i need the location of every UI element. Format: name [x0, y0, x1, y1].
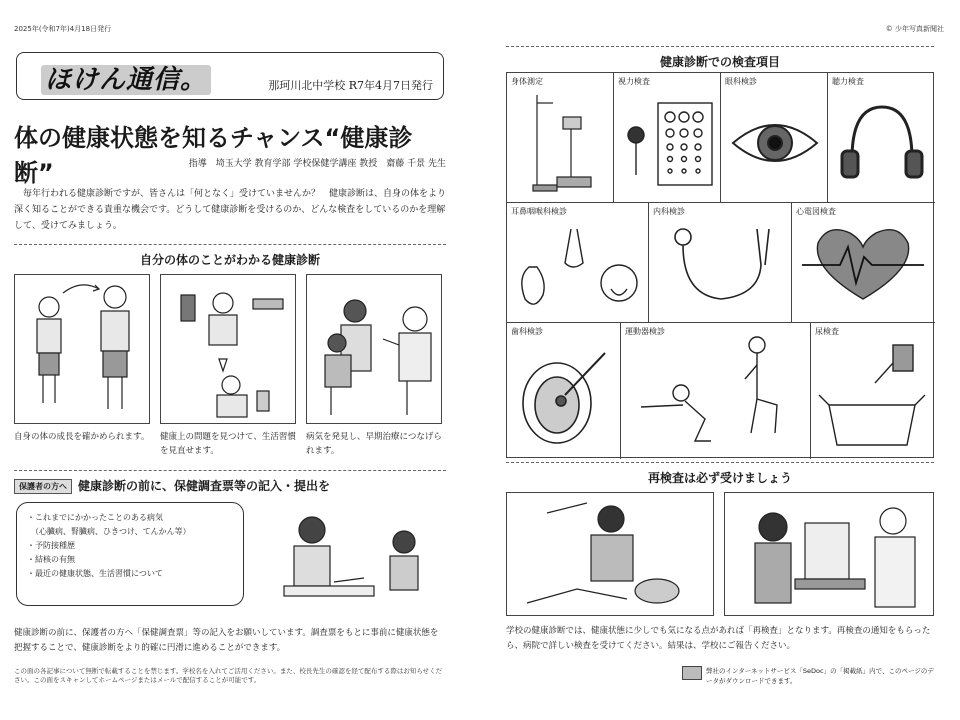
newsletter-banner: [16, 52, 444, 100]
section-heading-benefits: 自分の体のことがわかる健康診断: [14, 244, 446, 268]
exam-label: 眼科検診: [725, 77, 757, 86]
exam-cell-musculoskeletal: [621, 323, 811, 459]
illustration-eye-exam: [724, 492, 934, 616]
illustration-growth: [14, 274, 150, 424]
illustration-doctor: [306, 274, 442, 424]
exam-label: 内科検診: [653, 207, 685, 216]
survey-item: ・最近の健康状態、生活習慣について: [27, 569, 163, 578]
intro-text: 毎年行われる健康診断ですが、皆さんは「何となく」受けていませんか？ 健康診断は、自身の体をより深く知ることができる貴重な機会です。どうして健康診断を受けるのか、どんな検査をしているのかを理解して、受けてみましょう。: [14, 189, 447, 231]
exam-label: 身体測定: [511, 77, 543, 86]
exam-items-heading: 健康診断での検査項目: [506, 46, 934, 70]
exam-cell-vision: [614, 73, 721, 203]
survey-item: （心臓病、腎臓病、ひきつけ、てんかん等）: [27, 527, 191, 536]
exam-cell-hearing: [828, 73, 935, 203]
issuer-line: 那珂川北中学校 R7年4月7日発行: [268, 79, 433, 92]
illustration-parent-filling-form: [254, 502, 444, 608]
exam-cell-urine: [811, 323, 935, 459]
exam-label: 尿検査: [815, 327, 839, 336]
publisher-credit: © 少年写真新聞社: [885, 25, 944, 33]
caption-early-treatment: 病気を発見し、早期治療につなげられます。: [306, 432, 442, 456]
main-headline: 体の健康状態を知るチャンス“健康診断”: [14, 124, 413, 187]
author-credit: 指導 埼玉大学 教育学部 学校保健学講座 教授 齋藤 千景 先生: [188, 159, 446, 169]
exam-label: 聴力検査: [832, 77, 864, 86]
exam-label: 耳鼻咽喉科検診: [511, 207, 567, 216]
newsletter-logo: ほけん通信。: [41, 59, 211, 96]
top-bar: [14, 24, 944, 38]
survey-items-bubble: [16, 502, 244, 606]
survey-item: ・予防接種歴: [27, 541, 75, 550]
retest-text: 学校の健康診断では、健康状態に少しでも気になる点があれば「再検査」となります。再検査の通知をもらったら、病院で詳しい検査を受けてください。結果は、学校にご報告ください。: [506, 626, 931, 651]
exam-cell-body-measurement: [507, 73, 614, 203]
exam-label: 視力検査: [618, 77, 650, 86]
exam-cell-eye: [721, 73, 828, 203]
retest-heading: 再検査は必ず受けましょう: [506, 462, 934, 486]
exam-items-grid: [506, 72, 934, 458]
section-heading-guardians: [14, 470, 446, 494]
exam-label: 心電図検査: [796, 207, 836, 216]
left-column: [14, 40, 447, 684]
illustration-lifestyle: [160, 274, 296, 424]
guardian-heading-text: 健康診断の前に、保健調査票等の記入・提出を: [78, 479, 331, 493]
survey-item: ・結核の有無: [27, 555, 75, 564]
illustration-dentist: [506, 492, 714, 616]
right-column: [506, 40, 934, 685]
exam-label: 運動器検診: [625, 327, 665, 336]
download-note: 弊社のインターネットサービス「SeDoc」の「掲載紙」内で、このページのデータがダウンロードできます。: [706, 667, 934, 685]
guardian-request-text: 健康診断の前に、保護者の方へ「保健調査票」等の記入をお願いしています。調査票をもとに事前に健康状態を把握することで、健康診断をより的確に円滑に進めることができます。: [14, 628, 439, 653]
caption-lifestyle: 健康上の問題を見つけて、生活習慣を見直せます。: [160, 432, 296, 456]
exam-cell-ent: [507, 203, 649, 323]
sedoc-icon: [682, 666, 702, 680]
exam-cell-internal: [649, 203, 792, 323]
exam-label: 歯科検診: [511, 327, 543, 336]
guardian-tag: 保護者の方へ: [14, 479, 72, 494]
exam-cell-ecg: [792, 203, 935, 323]
issue-date: 2025年(令和7年)4月18日発行: [14, 25, 112, 33]
caption-growth: 自身の体の成長を確かめられます。: [14, 432, 150, 442]
survey-item: ・これまでにかかったことのある病気: [27, 513, 163, 522]
copyright-footnote: この面の各記事について無断で転載することを禁じます。学校名を入れてご活用ください。また、校長先生の確認を経て配布する際はお知らせください。この面をスキャンしてホームページまたはメールで配信することが可能です。: [14, 667, 443, 684]
exam-cell-dental: [507, 323, 621, 459]
